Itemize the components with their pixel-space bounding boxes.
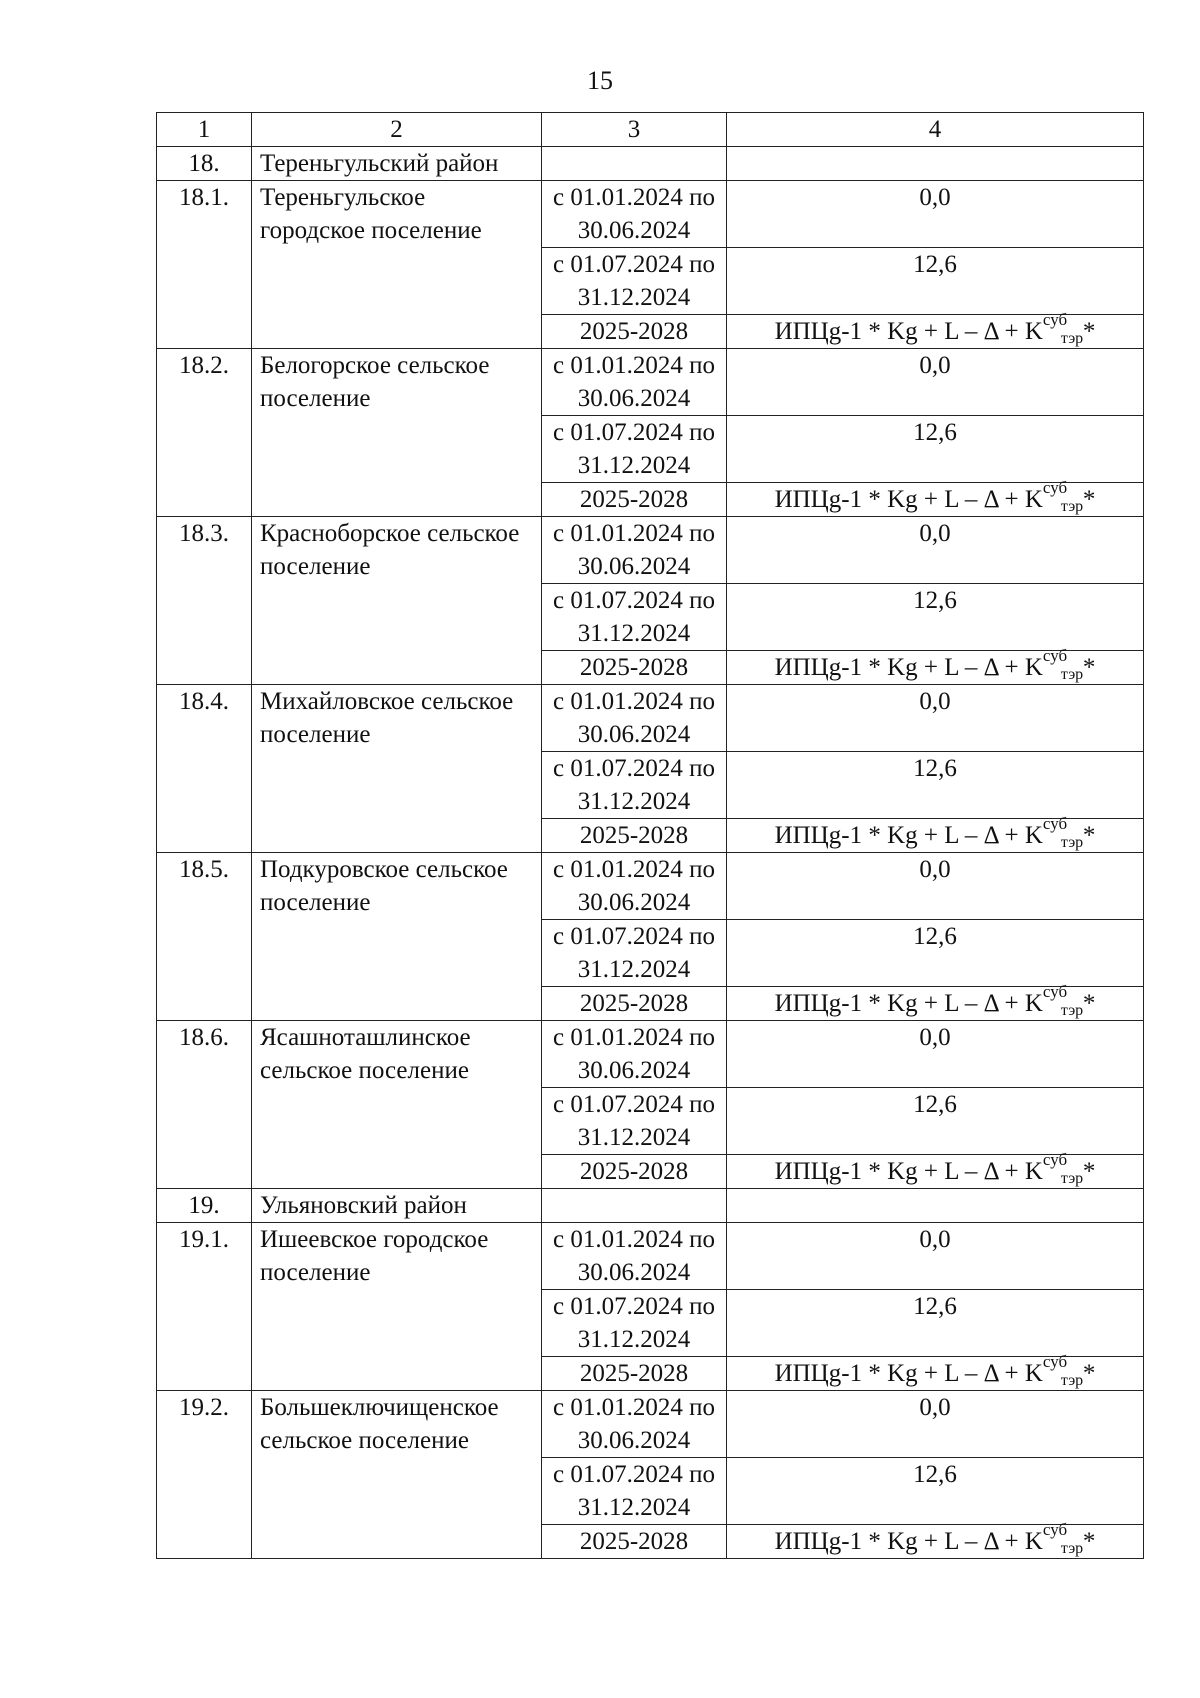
period-cell: с 01.01.2024 по 30.06.2024 xyxy=(542,1223,727,1290)
value-cell: 12,6 xyxy=(727,920,1144,987)
formula-main: ИПЦg-1 * Kg + L – Δ + K xyxy=(774,654,1043,681)
district-number: 19. xyxy=(157,1189,252,1223)
period-cell: с 01.01.2024 по 30.06.2024 xyxy=(542,349,727,416)
settlement-number: 18.3. xyxy=(157,517,252,685)
settlement-row xyxy=(157,1021,1144,1088)
period-cell: 2025-2028 xyxy=(542,819,727,853)
formula-subscript: тэр xyxy=(1060,1170,1084,1187)
settlement-number: 18.6. xyxy=(157,1021,252,1189)
column-header: 4 xyxy=(727,113,1144,147)
period-cell: с 01.01.2024 по 30.06.2024 xyxy=(542,1021,727,1088)
formula-superscript: суб xyxy=(1042,1520,1068,1539)
formula-subscript: тэр xyxy=(1060,1372,1084,1389)
empty-cell xyxy=(727,1189,1144,1223)
period-cell: с 01.07.2024 по 31.12.2024 xyxy=(542,1088,727,1155)
empty-cell xyxy=(727,147,1144,181)
value-cell: 0,0 xyxy=(727,1223,1144,1290)
formula-subscript: тэр xyxy=(1060,666,1084,683)
formula-indices xyxy=(1042,646,1084,684)
settlement-name: Ишеевское городское поселение xyxy=(252,1223,542,1391)
formula-tail: * xyxy=(1082,1158,1096,1185)
period-cell: 2025-2028 xyxy=(542,1525,727,1559)
formula-tail: * xyxy=(1082,1528,1096,1555)
value-cell: 12,6 xyxy=(727,1290,1144,1357)
settlement-row xyxy=(157,181,1144,248)
settlement-row xyxy=(157,1223,1144,1290)
period-cell: 2025-2028 xyxy=(542,315,727,349)
empty-cell xyxy=(542,1189,727,1223)
formula-indices xyxy=(1042,478,1084,516)
formula-cell xyxy=(727,1352,1144,1391)
formula-main: ИПЦg-1 * Kg + L – Δ + K xyxy=(774,318,1043,345)
district-row xyxy=(157,1189,1144,1223)
period-cell: с 01.01.2024 по 30.06.2024 xyxy=(542,853,727,920)
settlement-number: 19.2. xyxy=(157,1391,252,1559)
settlement-number: 18.5. xyxy=(157,853,252,1021)
formula-indices xyxy=(1042,310,1084,348)
period-cell: с 01.07.2024 по 31.12.2024 xyxy=(542,1290,727,1357)
formula-cell xyxy=(727,310,1144,349)
settlement-row xyxy=(157,853,1144,920)
district-number: 18. xyxy=(157,147,252,181)
period-cell: с 01.07.2024 по 31.12.2024 xyxy=(542,248,727,315)
settlement-row xyxy=(157,685,1144,752)
settlement-row xyxy=(157,517,1144,584)
formula-cell xyxy=(727,1150,1144,1189)
settlement-name: Белогорское сельское поселение xyxy=(252,349,542,517)
column-header: 2 xyxy=(252,113,542,147)
formula-indices xyxy=(1042,1352,1084,1390)
value-cell: 12,6 xyxy=(727,248,1144,315)
value-cell: 0,0 xyxy=(727,181,1144,248)
formula-tail: * xyxy=(1082,486,1096,513)
settlement-row xyxy=(157,1391,1144,1458)
settlement-name: Красноборское сельское поселение xyxy=(252,517,542,685)
settlement-row xyxy=(157,349,1144,416)
formula-cell xyxy=(727,1520,1144,1559)
period-cell: с 01.07.2024 по 31.12.2024 xyxy=(542,752,727,819)
district-name: Тереньгульский район xyxy=(252,147,542,181)
period-cell: с 01.07.2024 по 31.12.2024 xyxy=(542,920,727,987)
period-cell: с 01.07.2024 по 31.12.2024 xyxy=(542,416,727,483)
formula-cell xyxy=(727,982,1144,1021)
formula-main: ИПЦg-1 * Kg + L – Δ + K xyxy=(774,1528,1043,1555)
settlement-number: 18.4. xyxy=(157,685,252,853)
formula-main: ИПЦg-1 * Kg + L – Δ + K xyxy=(774,990,1043,1017)
period-cell: с 01.01.2024 по 30.06.2024 xyxy=(542,517,727,584)
formula-superscript: суб xyxy=(1042,310,1068,329)
settlement-number: 19.1. xyxy=(157,1223,252,1391)
period-cell: 2025-2028 xyxy=(542,1155,727,1189)
settlement-name: Тереньгульское городское поселение xyxy=(252,181,542,349)
period-cell: 2025-2028 xyxy=(542,987,727,1021)
column-header: 1 xyxy=(157,113,252,147)
settlement-name: Большеключищенское сельское поселение xyxy=(252,1391,542,1559)
value-cell: 12,6 xyxy=(727,416,1144,483)
value-cell: 0,0 xyxy=(727,1391,1144,1458)
period-cell: с 01.07.2024 по 31.12.2024 xyxy=(542,1458,727,1525)
tariff-table xyxy=(156,112,1144,1559)
value-cell: 0,0 xyxy=(727,349,1144,416)
formula-main: ИПЦg-1 * Kg + L – Δ + K xyxy=(774,1360,1043,1387)
formula-tail: * xyxy=(1082,318,1096,345)
formula-subscript: тэр xyxy=(1060,330,1084,347)
formula-tail: * xyxy=(1082,822,1096,849)
formula-indices xyxy=(1042,814,1084,852)
formula-main: ИПЦg-1 * Kg + L – Δ + K xyxy=(774,1158,1043,1185)
empty-cell xyxy=(542,147,727,181)
formula-superscript: суб xyxy=(1042,982,1068,1001)
formula-subscript: тэр xyxy=(1060,834,1084,851)
value-cell: 12,6 xyxy=(727,752,1144,819)
formula-superscript: суб xyxy=(1042,478,1068,497)
formula-superscript: суб xyxy=(1042,1150,1068,1169)
settlement-number: 18.1. xyxy=(157,181,252,349)
settlement-number: 18.2. xyxy=(157,349,252,517)
formula-indices xyxy=(1042,1150,1084,1188)
period-cell: 2025-2028 xyxy=(542,651,727,685)
formula-cell xyxy=(727,814,1144,853)
formula-main: ИПЦg-1 * Kg + L – Δ + K xyxy=(774,486,1043,513)
settlement-name: Подкуровское сельское поселение xyxy=(252,853,542,1021)
formula-subscript: тэр xyxy=(1060,1540,1084,1557)
value-cell: 0,0 xyxy=(727,517,1144,584)
value-cell: 12,6 xyxy=(727,1458,1144,1525)
value-cell: 12,6 xyxy=(727,584,1144,651)
period-cell: с 01.01.2024 по 30.06.2024 xyxy=(542,181,727,248)
value-cell: 0,0 xyxy=(727,685,1144,752)
formula-cell xyxy=(727,478,1144,517)
formula-superscript: суб xyxy=(1042,814,1068,833)
district-name: Ульяновский район xyxy=(252,1189,542,1223)
period-cell: 2025-2028 xyxy=(542,1357,727,1391)
formula-superscript: суб xyxy=(1042,646,1068,665)
formula-superscript: суб xyxy=(1042,1352,1068,1371)
settlement-name: Михайловское сельское поселение xyxy=(252,685,542,853)
formula-main: ИПЦg-1 * Kg + L – Δ + K xyxy=(774,822,1043,849)
period-cell: с 01.07.2024 по 31.12.2024 xyxy=(542,584,727,651)
value-cell: 0,0 xyxy=(727,1021,1144,1088)
formula-tail: * xyxy=(1082,654,1096,681)
formula-indices xyxy=(1042,1520,1084,1558)
period-cell: 2025-2028 xyxy=(542,483,727,517)
value-cell: 12,6 xyxy=(727,1088,1144,1155)
formula-cell xyxy=(727,646,1144,685)
formula-tail: * xyxy=(1082,1360,1096,1387)
value-cell: 0,0 xyxy=(727,853,1144,920)
formula-tail: * xyxy=(1082,990,1096,1017)
formula-subscript: тэр xyxy=(1060,1002,1084,1019)
period-cell: с 01.01.2024 по 30.06.2024 xyxy=(542,685,727,752)
period-cell: с 01.01.2024 по 30.06.2024 xyxy=(542,1391,727,1458)
formula-indices xyxy=(1042,982,1084,1020)
table-header-row xyxy=(157,113,1144,147)
formula-subscript: тэр xyxy=(1060,498,1084,515)
column-header: 3 xyxy=(542,113,727,147)
district-row xyxy=(157,147,1144,181)
page-number: 15 xyxy=(587,66,613,95)
settlement-name: Ясашноташлинское сельское поселение xyxy=(252,1021,542,1189)
